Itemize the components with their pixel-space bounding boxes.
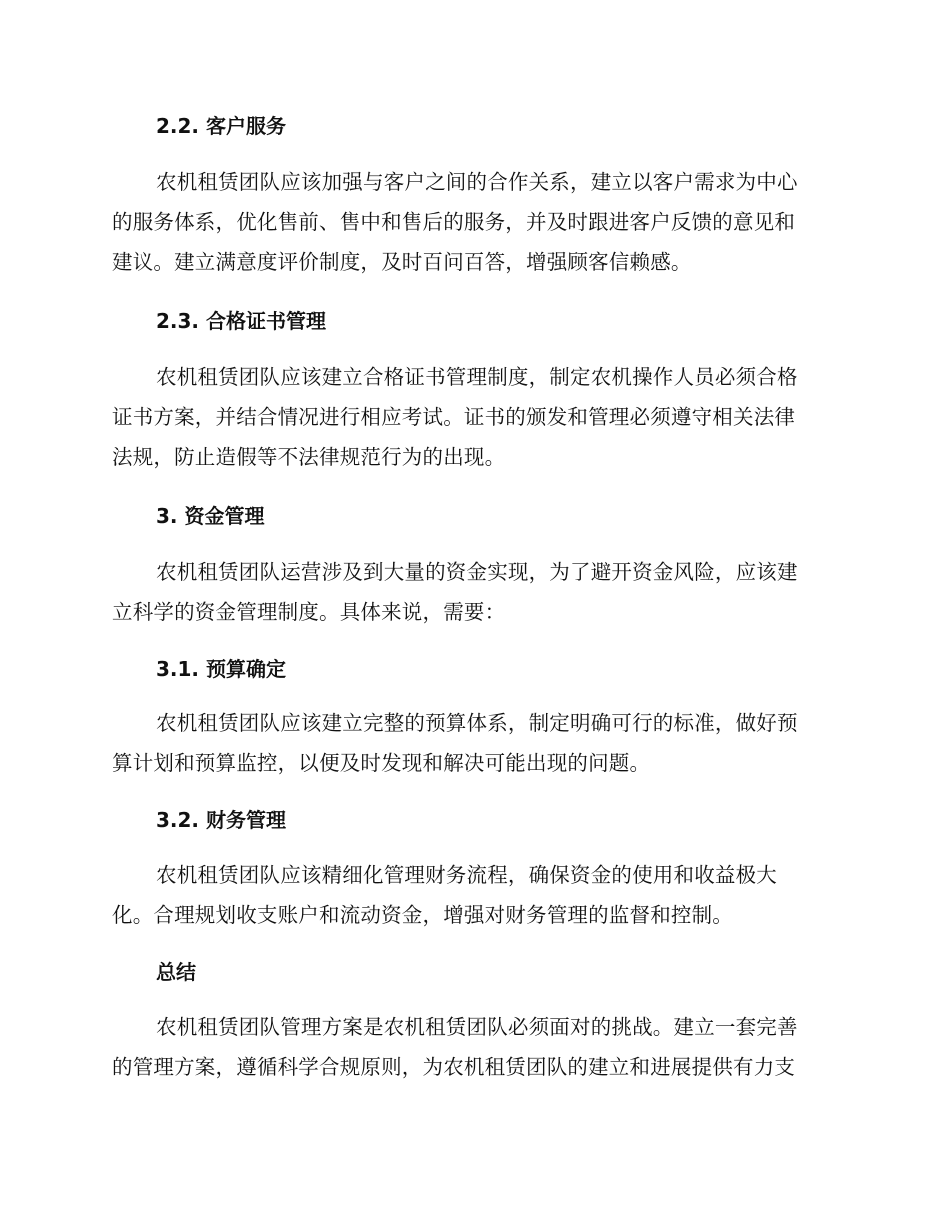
section-paragraph [112,357,838,477]
paragraph-line: 建议。建立满意度评价制度，及时百问百答，增强顾客信赖感。 [112,250,692,274]
paragraph [112,357,838,477]
paragraph-line: 农机租赁团队运营涉及到大量的资金实现，为了避开资金风险，应该建 [156,560,798,584]
section-heading: 3. 资金管理 [156,504,265,528]
paragraph [112,552,838,632]
paragraph [112,162,838,282]
section-summary [112,958,838,986]
paragraph [112,703,838,783]
paragraph-line: 农机租赁团队应该建立完整的预算体系，制定明确可行的标准，做好预 [156,711,798,735]
section-fund-management [112,502,838,530]
section-heading: 3.2. 财务管理 [156,808,286,832]
section-finance [112,806,838,834]
section-certificate-management [112,307,838,335]
section-heading: 3.1. 预算确定 [156,657,286,681]
paragraph-line: 的管理方案，遵循科学合规原则，为农机租赁团队的建立和进展提供有力支 [112,1055,796,1079]
paragraph-line: 化。合理规划收支账户和流动资金，增强对财务管理的监督和控制。 [112,903,733,927]
section-customer-service [112,112,838,140]
section-paragraph [112,855,838,935]
section-budget [112,655,838,683]
section-paragraph [112,703,838,783]
paragraph [112,1007,838,1087]
paragraph-line: 农机租赁团队应该建立合格证书管理制度，制定农机操作人员必须合格 [156,365,798,389]
section-heading: 总结 [156,960,196,984]
paragraph [112,855,838,935]
paragraph-line: 证书方案，并结合情况进行相应考试。证书的颁发和管理必须遵守相关法律 [112,405,796,429]
section-paragraph [112,162,838,282]
paragraph-line: 法规，防止造假等不法律规范行为的出现。 [112,445,506,469]
paragraph-line: 农机租赁团队应该加强与客户之间的合作关系，建立以客户需求为中心 [156,170,798,194]
paragraph-line: 立科学的资金管理制度。具体来说，需要： [112,600,506,624]
section-paragraph [112,1007,838,1087]
paragraph-line: 的服务体系，优化售前、售中和售后的服务，并及时跟进客户反馈的意见和 [112,210,796,234]
paragraph-line: 农机租赁团队应该精细化管理财务流程，确保资金的使用和收益极大 [156,863,777,887]
paragraph-line: 农机租赁团队管理方案是农机租赁团队必须面对的挑战。建立一套完善 [156,1015,798,1039]
section-heading: 2.2. 客户服务 [156,114,286,138]
paragraph-line: 算计划和预算监控，以便及时发现和解决可能出现的问题。 [112,751,651,775]
section-paragraph [112,552,838,632]
section-heading: 2.3. 合格证书管理 [156,309,326,333]
